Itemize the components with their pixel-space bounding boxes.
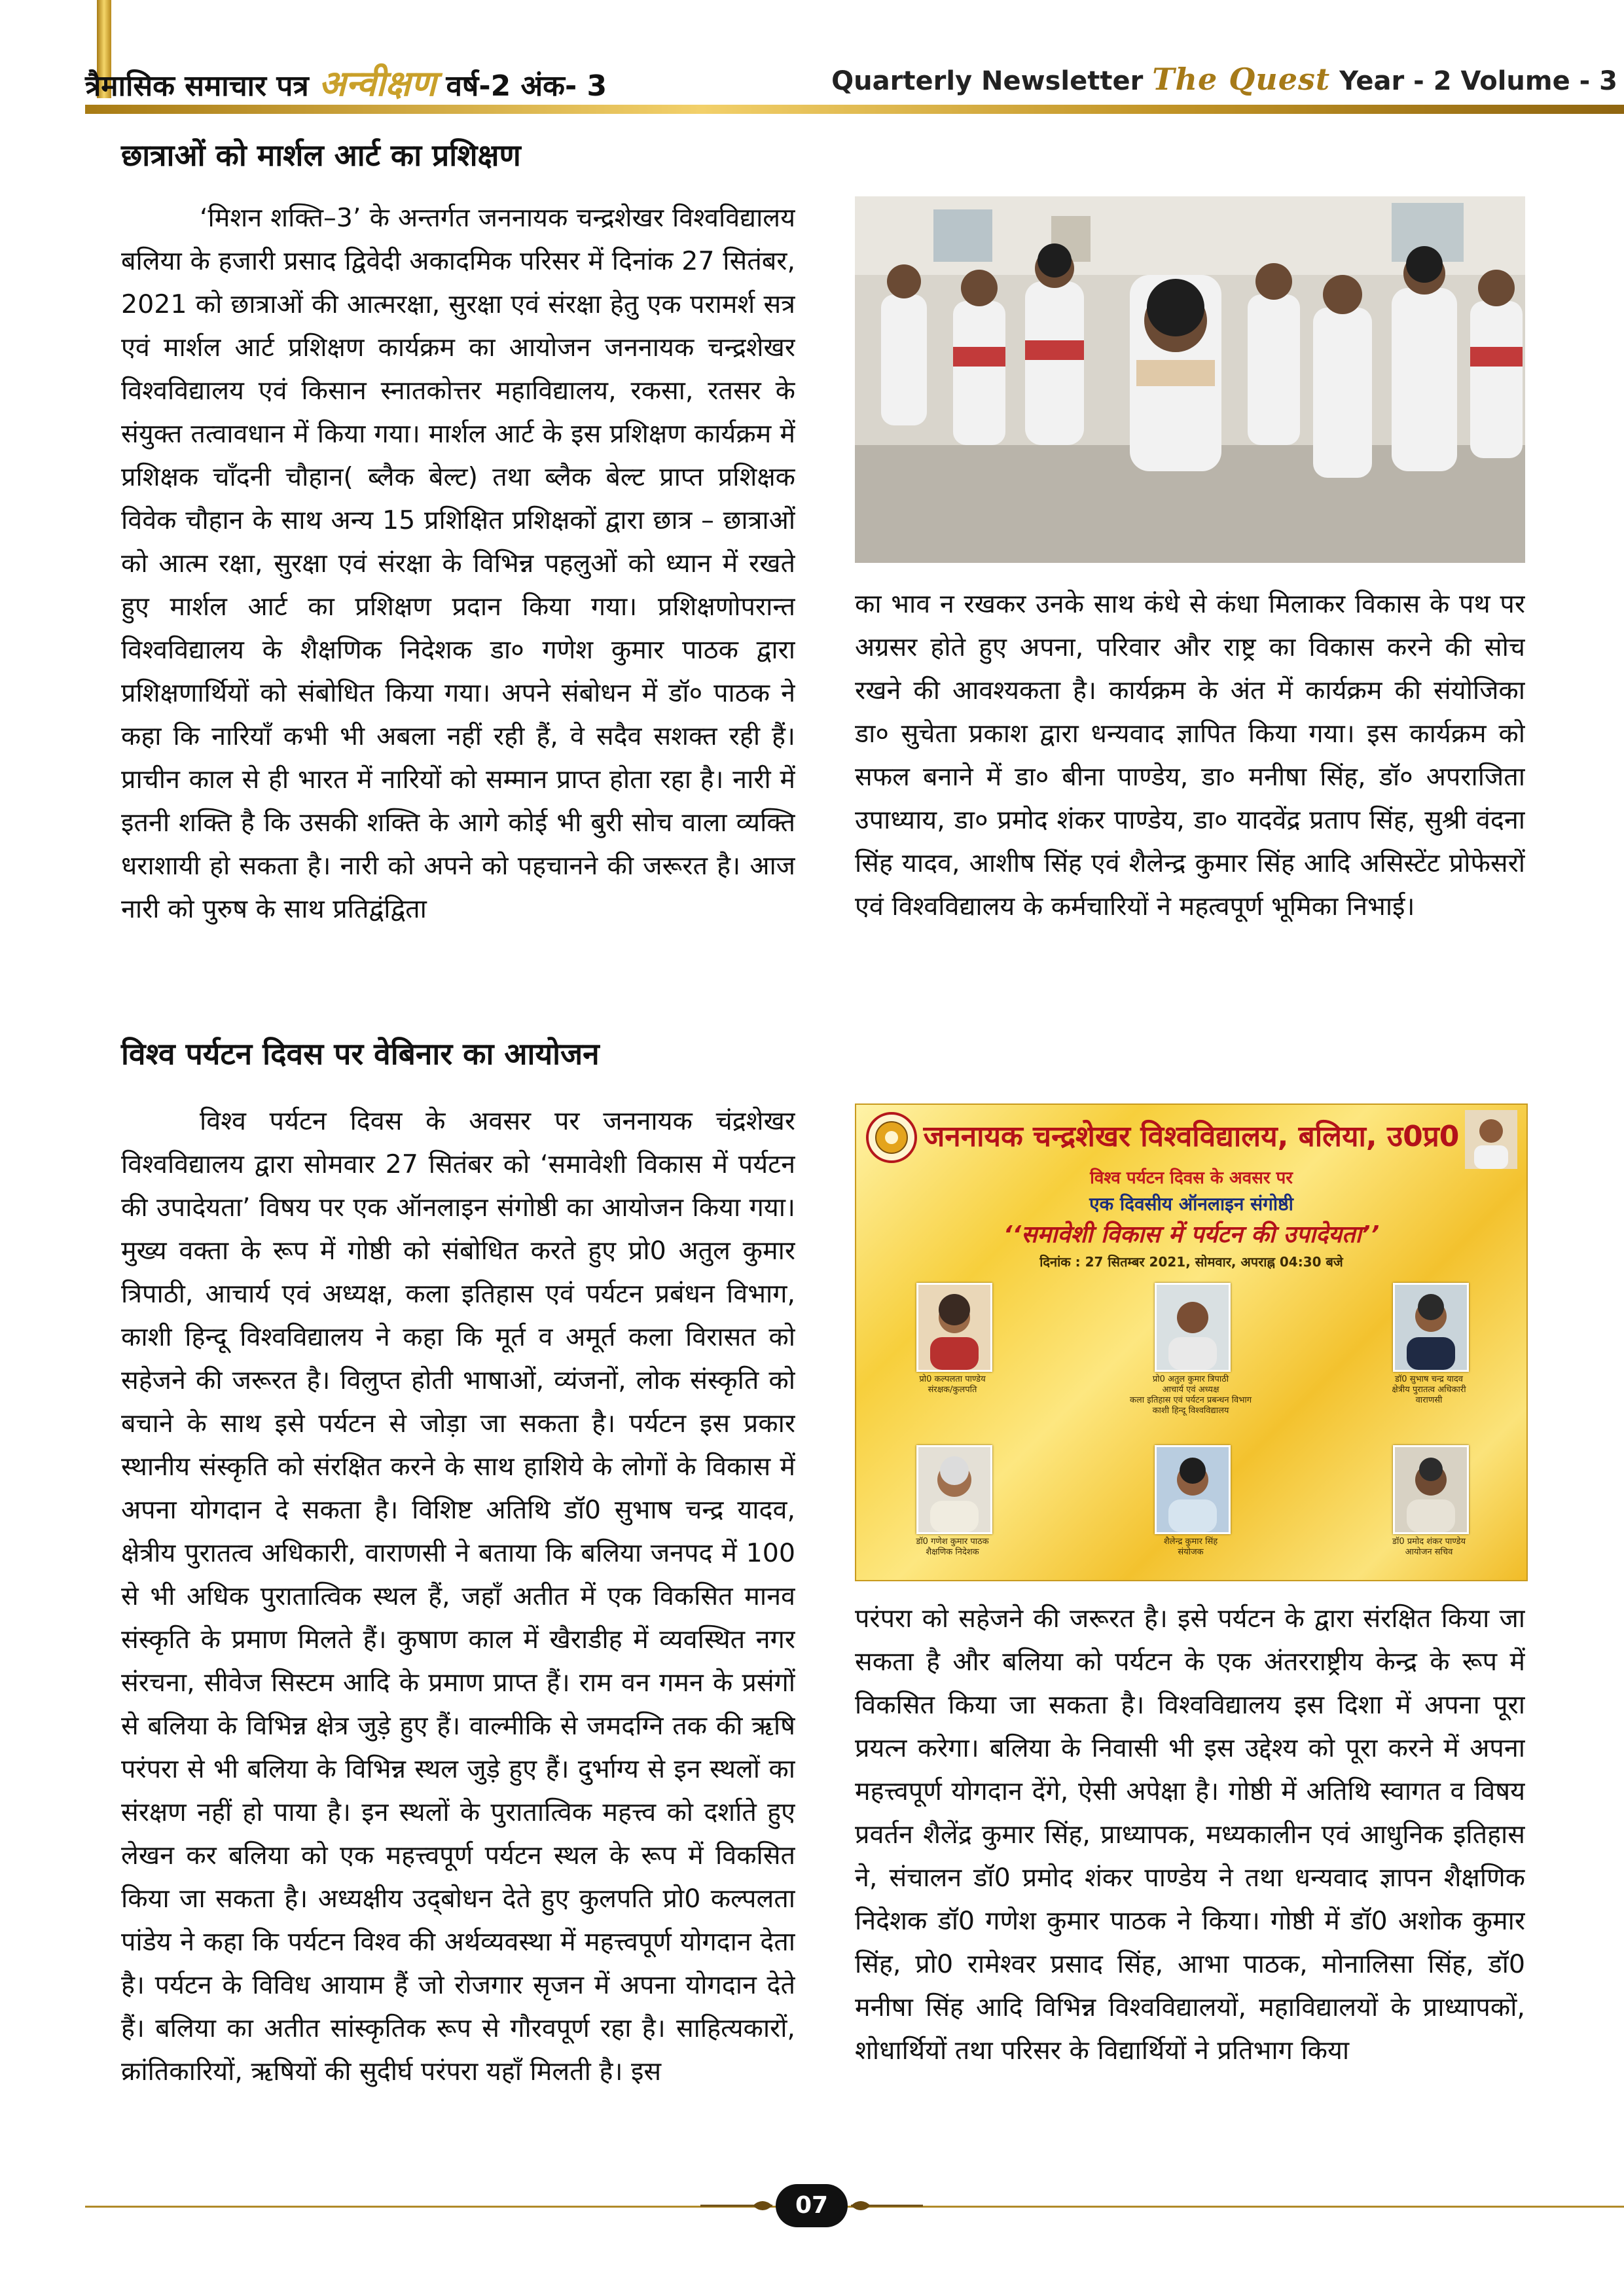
speaker-role-5: संयोजक: [1178, 1547, 1204, 1557]
speaker-photo-1: [916, 1283, 992, 1372]
speaker-role-2: आचार्य एवं अध्यक्ष: [1162, 1385, 1219, 1395]
header-english-title: [831, 62, 1617, 97]
speaker-photo-2: [1155, 1283, 1231, 1372]
speaker-photo-5: [1155, 1445, 1231, 1534]
article2-column2: परंपरा को सहेजने की जरूरत है। इसे पर्यटन के द्वारा संरक्षित किया जा सकता है और बलिया को पर्यटन के एक अंतरराष्ट्रीय केन्द्र के रूप में विकसित किया जा सकता है। विश्वविद्यालय इस दिशा में अपना पूरा प्रयत्न करेगा। बलिया के निवासी भी इस उद्देश्य को पूरा करने में अपना महत्त्वपूर्ण योगदान देंगे, ऐसी अपेक्षा है। गोष्ठी में अतिथि स्वागत व विषय प्रवर्तन शैलेंद्र कुमार सिंह, प्राध्यापक, मध्यकालीन एवं आधुनिक इतिहास ने, संचालन डॉ0 प्रमोद शंकर पाण्डेय ने तथा धन्यवाद ज्ञापन शैक्षणिक निदेशक डॉ0 गणेश कुमार पाठक ने किया। गोष्ठी में डॉ0 अशोक कुमार सिंह, प्रो0 रामेश्वर प्रसाद सिंह, आभा पाठक, मोनालिसा सिंह, डॉ0 मनीषा सिंह आदि विभिन्न विश्वविद्यालयों, महाविद्यालयों के प्राध्यापकों, शोधार्थियों तथा परिसर के विद्यार्थियों ने प्रतिभाग किया: [855, 1604, 1525, 2066]
article2-column1: विश्व पर्यटन दिवस के अवसर पर जननायक चंद्रशेखर विश्वविद्यालय द्वारा सोमवार 27 सितंबर को ‘समावेशी विकास में पर्यटन की उपादेयता’ विषय पर एक ऑनलाइन संगोष्ठी का आयोजन किया गया। मुख्य वक्ता के रूप में गोष्ठी को संबोधित करते हुए प्रो0 अतुल कुमार त्रिपाठी, आचार्य एवं अध्यक्ष, कला इतिहास एवं पर्यटन प्रबंधन विभाग, काशी हिन्दू विश्वविद्यालय ने कहा कि मूर्त व अमूर्त कला विरासत को सहेजने की जरूरत है। विलुप्त होती भाषाओं, व्यंजनों, लोक संस्कृति को बचाने के साथ इसे पर्यटन से जोड़ा जा सकता है। पर्यटन इस प्रकार स्थानीय संस्कृति को संरक्षित करने के साथ हाशिये के लोगों के विकास में अपना योगदान दे सकता है। विशिष्ट अतिथि डॉ0 सुभाष चन्द्र यादव, क्षेत्रीय पुरातत्व अधिकारी, वाराणसी ने बताया कि बलिया जनपद में 100 से भी अधिक पुरातात्विक स्थल हैं, जहाँ अतीत में एक विकसित मानव संस्कृति के प्रमाण मिलते हैं। कुषाण काल में खैराडीह में व्यवस्थित नगर संरचना, सीवेज सिस्टम आदि के प्रमाण प्राप्त हैं। राम वन गमन के प्रसंगों से बलिया के विभिन्न क्षेत्र जुड़े हुए हैं। वाल्मीकि से जमदग्नि तक की ऋषि परंपरा से भी बलिया के विभिन्न स्थल जुड़े हुए हैं। दुर्भाग्य से इन स्थलों का संरक्षण नहीं हो पाया है। इन स्थलों के पुरातात्विक महत्त्व को दर्शाते हुए लेखन कर बलिया को एक महत्त्वपूर्ण पर्यटन स्थल के रूप में विकसित किया जा सकता है। अध्यक्षीय उद्‌बोधन देते हुए कुलपति प्रो0 कल्पलता पांडेय ने कहा कि पर्यटन विश्व की अर्थव्यवस्था में महत्त्वपूर्ण योगदान देता है। पर्यटन के विविध आयाम हैं जो रोजगार सृजन में अपना योगदान देते हैं। बलिया का अतीत सांस्कृतिक रूप से गौरवपूर्ण रहा है। साहित्यकारों, क्रांतिकारियों, ऋषियों की सुदीर्घ परंपरा यहाँ मिलती है। इस: [121, 1106, 795, 2087]
speaker-name-3: डॉ0 सुभाष चन्द्र यादव: [1394, 1374, 1463, 1384]
poster-date: दिनांक : 27 सितम्बर 2021, सोमवार, अपराह्न 04:30 बजे: [1039, 1254, 1343, 1270]
speaker-name-5: शैलेन्द्र कुमार सिंह: [1163, 1537, 1218, 1547]
speaker-name-1: प्रो0 कल्पलता पाण्डेय: [919, 1374, 986, 1384]
speaker-role-1: संरक्षक/कुलपति: [928, 1385, 977, 1395]
header-right-prefix: Quarterly Newsletter: [831, 66, 1144, 96]
speaker-role-4: शैक्षणिक निदेशक: [926, 1547, 979, 1557]
speaker-role3-2: काशी हिन्दू विश्वविद्यालय: [1152, 1406, 1229, 1416]
article2-heading: विश्व पर्यटन दिवस पर वेबिनार का आयोजन: [121, 1036, 600, 1071]
speaker-caption-5: [1102, 1537, 1279, 1558]
speaker-caption-2: [1083, 1374, 1299, 1416]
speaker-photo-6: [1393, 1445, 1469, 1534]
webinar-poster: [855, 1103, 1528, 1581]
header-left-prefix: त्रैमासिक समाचार पत्र: [85, 69, 309, 103]
speaker-caption-4: [871, 1537, 1034, 1558]
speaker-name-2: प्रो0 अतुल कुमार त्रिपाठी: [1152, 1374, 1229, 1384]
page-number: 07: [776, 2184, 848, 2227]
poster-event: एक दिवसीय ऑनलाइन संगोष्ठी: [1089, 1193, 1293, 1215]
article1-column2: का भाव न रखकर उनके साथ कंधे से कंधा मिलाकर विकास के पथ पर अग्रसर होते हुए अपना, परिवार और राष्ट्र का विकास करने की सोच रखने की आवश्यकता है। कार्यक्रम के अंत में कार्यक्रम की संयोजिका डा० सुचेता प्रकाश द्वारा धन्यवाद ज्ञापित किया गया। इस कार्यक्रम को सफल बनाने में डा० बीना पाण्डेय, डा० मनीषा सिंह, डॉ० अपराजिता उपाध्याय, डा० प्रमोद शंकर पाण्डेय, डा० यादवेंद्र प्रताप सिंह, सुश्री वंदना सिंह यादव, आशीष सिंह एवं शैलेन्द्र कुमार सिंह आदि असिस्टेंट प्रोफेसरों एवं विश्वविद्यालय के कर्मचारियों ने महत्वपूर्ण भूमिका निभाई।: [855, 589, 1525, 922]
speaker-photo-3: [1393, 1283, 1469, 1372]
photo-illustration: [855, 196, 1525, 563]
header-left-brand: अन्वीक्षण: [318, 62, 437, 104]
speaker-photo-4: [916, 1445, 992, 1534]
header-right-brand: The Quest: [1152, 62, 1331, 97]
header-rule: [85, 105, 1624, 114]
speaker-role-6: आयोजन सचिव: [1405, 1547, 1453, 1557]
poster-university: जननायक चन्द्रशेखर विश्वविद्यालय, बलिया, उ0प्र0: [923, 1120, 1460, 1153]
speaker-name-4: डॉ0 गणेश कुमार पाठक: [916, 1537, 989, 1547]
speaker-caption-1: [871, 1374, 1034, 1395]
speaker-role2-3: वाराणसी: [1415, 1395, 1443, 1405]
speaker-caption-6: [1341, 1537, 1517, 1558]
speaker-role-3: क्षेत्रीय पुरातत्व अधिकारी: [1392, 1385, 1466, 1395]
poster-topic: ‘‘समावेशी विकास में पर्यटन की उपादेयता’’: [1003, 1221, 1380, 1248]
header-right-suffix: Year - 2 Volume - 3: [1339, 66, 1617, 96]
speaker-caption-3: [1341, 1374, 1517, 1406]
poster-occasion: विश्व पर्यटन दिवस के अवसर पर: [1090, 1168, 1293, 1188]
article1-column1: ‘मिशन शक्ति–3’ के अन्तर्गत जननायक चन्द्रशेखर विश्वविद्यालय बलिया के हजारी प्रसाद द्विवेदी अकादमिक परिसर में दिनांक 27 सितंबर, 2021 को छात्राओं की आत्मरक्षा, सुरक्षा एवं संरक्षा हेतु एक परामर्श सत्र एवं मार्शल आर्ट प्रशिक्षण कार्यक्रम का आयोजन जननायक चन्द्रशेखर विश्वविद्यालय एवं किसान स्नातकोत्तर महाविद्यालय, रकसा, रतसर के संयुक्त तत्वावधान में किया गया। मार्शल आर्ट के इस प्रशिक्षण कार्यक्रम में प्रशिक्षक चाँदनी चौहान( ब्लैक बेल्ट) तथा ब्लैक बेल्ट प्राप्त प्रशिक्षक विवेक चौहान के साथ अन्य 15 प्रशिक्षित प्रशिक्षकों द्वारा छात्र – छात्राओं को आत्म रक्षा, सुरक्षा एवं संरक्षा के विभिन्न पहलुओं को ध्यान में रखते हुए मार्शल आर्ट का प्रशिक्षण प्रदान किया गया। प्रशिक्षणोपरान्त विश्वविद्यालय के शैक्षणिक निदेशक डा० गणेश कुमार पाठक द्वारा प्रशिक्षणार्थियों को संबोधित किया गया। अपने संबोधन में डॉ० पाठक ने कहा कि नारियाँ कभी भी अबला नहीं रही हैं, वे सदैव सशक्त रही हैं। प्राचीन काल से ही भारत में नारियों को सम्मान प्राप्त होता रहा है। नारी में इतनी शक्ति है कि उसकी शक्ति के आगे कोई भी बुरी सोच वाला व्यक्ति धराशायी हो सकता है। नारी को अपने को पहचानने की जरूरत है। आज नारी को पुरुष के साथ प्रतिद्वंद्विता: [121, 203, 795, 924]
martial-arts-photo: [855, 196, 1525, 563]
speaker-role2-2: कला इतिहास एवं पर्यटन प्रबन्धन विभाग: [1129, 1395, 1252, 1405]
speaker-name-6: डॉ0 प्रमोद शंकर पाण्डेय: [1392, 1537, 1466, 1547]
header-hindi-title: [85, 58, 607, 106]
article1-heading: छात्राओं को मार्शल आर्ट का प्रशिक्षण: [121, 137, 521, 173]
header-left-suffix: वर्ष-2 अंक- 3: [446, 69, 607, 103]
